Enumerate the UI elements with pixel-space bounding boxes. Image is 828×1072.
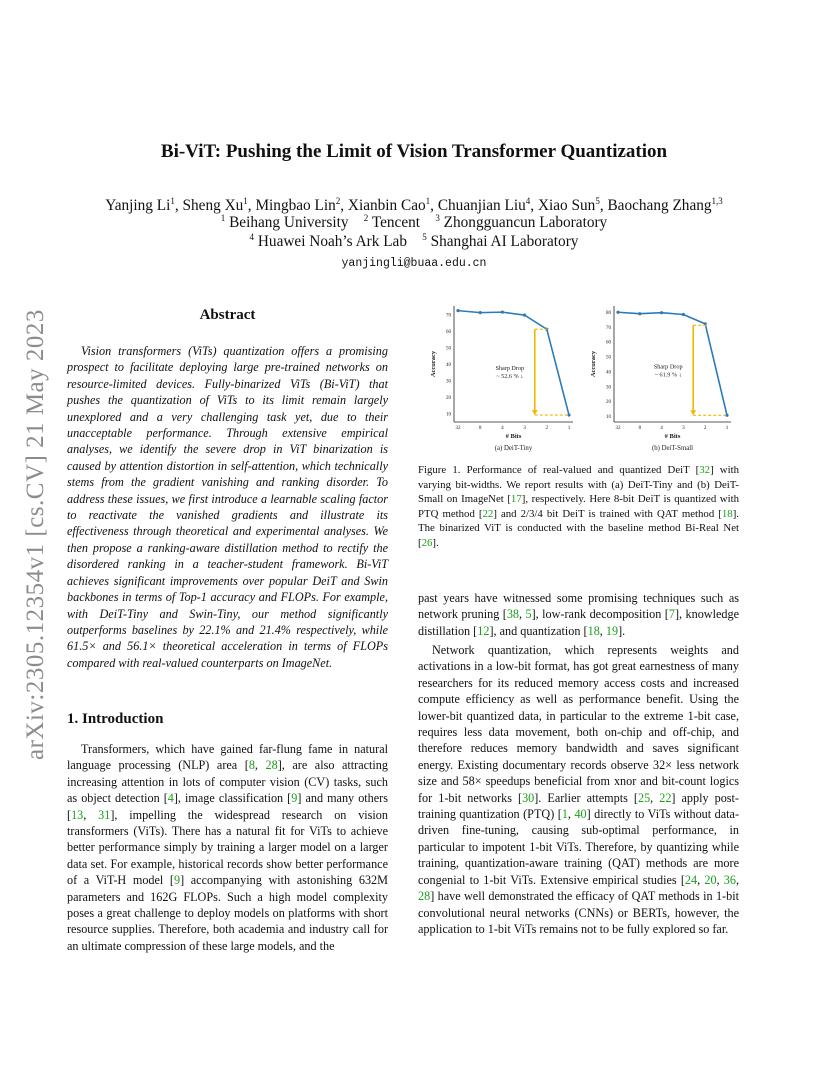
author-name: Xianbin Cao	[347, 197, 426, 214]
affiliation-marker: 3	[435, 213, 440, 223]
annotation-label: Sharp Drop	[495, 365, 525, 373]
y-tick-label: 50	[606, 355, 611, 361]
annotation-label: Sharp Drop	[653, 363, 683, 371]
affiliation-marker: 5	[422, 232, 427, 242]
subfigure-caption: (b) DeiT-Small	[651, 445, 694, 452]
citation-link[interactable]: 8	[248, 758, 255, 773]
x-tick-label: 1	[725, 425, 729, 431]
author-name: Baochang Zhang	[607, 197, 712, 214]
data-point	[638, 312, 641, 315]
affiliation-marker: 1	[243, 196, 248, 206]
data-point	[479, 311, 482, 314]
citation-link[interactable]: 28	[265, 758, 278, 773]
annotation-value: ~ 52.6 % ↓	[496, 373, 524, 381]
affiliation-name: Shanghai AI Laboratory	[426, 233, 579, 250]
citation-link[interactable]: 1	[561, 807, 568, 822]
paper-title: Bi-ViT: Pushing the Limit of Vision Transformer Quantization	[160, 141, 668, 162]
citation-link[interactable]: 7	[668, 607, 675, 622]
data-point	[616, 311, 619, 314]
citation-link[interactable]: 24	[684, 872, 698, 887]
author-list: Yanjing Li$^1$, Sheng Xu$^1$, Mingbao Lin$^2$, Xianbin Cao$^1$, Chuanjian Liu$^4$, Xiao Sun$^5$, Baochang Zhang$^{1,3}$	[105, 196, 723, 214]
right-paragraph-2: Network quantization, which represents weights and activations in a low-bit format, has got great earnestness of many researchers for its reduced memory access costs and increased compute efficiency as well as performance benefit. Using the lower-bit quantized data, in particular to the extreme 1-bit case, requires less data movement, both on-chip and off-chip, and therefore reduces memory bandwidth and saves significant energy. Existing documentary records observe 32× less network size and 58× speedups beneficial from xnor and bit-count logics for 1-bit networks [30]. Earlier attempts [25, 22] apply post-training quantization (PTQ) [1, 40] directly to ViTs without data-driven fine-tuning, causing sub-optimal performance, in particular to impotent 1-bit ViTs. Therefore, by quantizing while training, quantization-aware training (QAT) methods are more congenial to 1-bit ViTs. Extensive empirical studies [24, 20, 36, 28] have well demonstrated the efficacy of QAT methods in 1-bit convolutional neural networks (CNNs) or BERTs, however, the application to 1-bit ViTs remains not to be fully explored so far.	[418, 643, 740, 936]
citation-link[interactable]: 25	[637, 790, 651, 805]
affiliations-line-2	[0, 233, 828, 251]
x-tick-label: 2	[545, 425, 549, 431]
contact-email[interactable]: yanjingli@buaa.edu.cn	[341, 257, 487, 270]
data-point	[725, 414, 728, 417]
citation-link[interactable]: 28	[418, 889, 431, 904]
data-point	[523, 314, 526, 317]
figure-1	[418, 296, 739, 461]
citation-link[interactable]: 22	[482, 507, 494, 520]
data-point	[660, 311, 663, 314]
y-tick-label: 60	[446, 329, 451, 335]
x-tick-label: 3	[523, 425, 526, 431]
y-tick-label: 70	[606, 325, 611, 331]
citation-link[interactable]: 18	[721, 507, 733, 520]
intro-paragraph: Transformers, which have gained far-flung fame in natural language processing (NLP) area [8, 28], are also attracting increasing attention in lots of computer vision (CV) tasks, such as object detection [4], image classification [9] and many others [13, 31], impelling the widespread research on vision transformers (ViTs). There has a natural fit for ViTs to achieve better performance simply by training a larger model on a larger data set. For example, historical records show better performance of a ViT-H model [9] accompanying with astonishing 632M parameters and 162G FLOPs. Such a high model complexity poses a great challenge to deploy models on platforms with short resource supplies. Therefore, both academia and industry call for an ultimate compression of these large models, and the	[67, 742, 388, 953]
affiliation-name: Beihang University	[225, 214, 349, 231]
citation-link[interactable]: 12	[477, 623, 490, 638]
affiliation-marker: 1	[425, 196, 431, 206]
series-line	[458, 311, 569, 415]
affiliation-marker: 1	[220, 213, 226, 223]
y-tick-label: 10	[606, 415, 611, 421]
y-tick-label: 20	[606, 400, 611, 406]
drop-arrow-head	[532, 410, 538, 415]
y-tick-label: 50	[446, 346, 451, 352]
subfigure-caption: (a) DeiT-Tiny	[494, 445, 533, 452]
y-tick-label: 10	[446, 412, 451, 418]
affiliation-marker: 4	[249, 232, 255, 242]
x-tick-label: 4	[501, 425, 504, 431]
y-axis-label: Accuracy	[430, 350, 437, 378]
y-tick-label: 30	[606, 385, 611, 391]
affiliation-marker: 1	[170, 196, 175, 206]
abstract-text: Vision transformers (ViTs) quantization offers a promising prospect to facilitate deploying large pre-trained networks on resource-limited devices. Fully-binarized ViTs (Bi-ViT) that pushes the quantization of ViTs to its limit remain largely unexplored and a very challenging task yet, due to their unacceptable performance. Through extensive empirical analyses, we identify the severe drop in ViT binarization is caused by attention distortion in self-attention, which technically stems from the gradient vanishing and ranking disorder. To address these issues, we first introduce a learnable scaling factor to reactivate the vanished gradients and illustrate its effectiveness through theoretical and experimental analyses. We then propose a ranking-aware distillation method to rectify the disordered ranking in a teacher-student framework. Bi-ViT achieves significant improvements over popular DeiT and Swin backbones in terms of Top-1 accuracy and FLOPs. For example, with DeiT-Tiny and Swin-Tiny, our method significantly outperforms baselines by 22.1% and 21.4% respectively, while 61.5× and 56.1× theoretical acceleration in terms of FLOPs compared with real-valued counterparts on ImageNet.	[67, 344, 388, 670]
citation-link[interactable]: 20	[704, 872, 717, 887]
x-tick-label: 8	[478, 425, 482, 431]
drop-arrow-head	[690, 410, 696, 415]
annotation-value: ~ 61.9 % ↓	[654, 371, 682, 379]
author-name: Sheng Xu	[182, 197, 244, 214]
citation-link[interactable]: 36	[723, 872, 736, 887]
x-tick-label: 1	[567, 425, 571, 431]
data-point	[567, 413, 570, 416]
citation-link[interactable]: 22	[659, 790, 672, 805]
affiliation-name: Zhongguancun Laboratory	[439, 214, 608, 231]
affiliation-marker: 4	[525, 196, 531, 206]
y-tick-label: 40	[606, 370, 611, 376]
y-tick-label: 70	[446, 313, 451, 319]
citation-link[interactable]: 17	[510, 493, 522, 506]
data-point	[501, 311, 504, 314]
y-tick-label: 60	[606, 340, 611, 346]
data-point	[456, 309, 459, 312]
affiliation-marker: 2	[363, 213, 369, 223]
citation-link[interactable]: 9	[291, 791, 298, 806]
x-tick-label: 32	[615, 425, 621, 431]
x-tick-label: 2	[703, 425, 707, 431]
citation-link[interactable]: 9	[173, 873, 181, 888]
x-tick-label: 4	[660, 425, 663, 431]
author-name: Yanjing Li	[105, 197, 171, 214]
citation-link[interactable]: 38	[506, 607, 519, 622]
citation-link[interactable]: 5	[525, 607, 532, 622]
citation-link[interactable]: 31	[98, 807, 111, 822]
affiliation-marker: 1,3	[711, 196, 723, 206]
figure-1-charts	[418, 296, 739, 461]
y-axis-label: Accuracy	[590, 350, 597, 378]
affiliation-name: Huawei Noah’s Ark Lab	[254, 233, 407, 250]
data-point	[682, 313, 685, 316]
right-paragraph-1: past years have witnessed some promising techniques such as network pruning [38, 5], low-rank decomposition [7], knowledge distillation [12], and quantization [18, 19].	[418, 591, 739, 638]
y-tick-label: 30	[446, 379, 451, 385]
y-tick-label: 40	[446, 363, 451, 368]
x-tick-label: 3	[682, 425, 685, 431]
citation-link[interactable]: 4	[167, 791, 174, 806]
author-name: Xiao Sun	[537, 197, 596, 214]
x-tick-label: 32	[455, 425, 461, 431]
author-name: Mingbao Lin	[255, 197, 336, 214]
y-tick-label: 20	[446, 396, 451, 402]
citation-link[interactable]: 40	[574, 807, 587, 822]
affiliation-marker: 5	[595, 196, 600, 206]
citation-link[interactable]: 32	[699, 464, 711, 476]
affiliation-name: Tencent	[368, 214, 421, 231]
author-name: Chuanjian Liu	[437, 197, 526, 214]
citation-link[interactable]: 13	[71, 807, 84, 822]
citation-link[interactable]: 26	[421, 536, 433, 549]
x-axis-label: # Bits	[505, 433, 522, 440]
affiliation-marker: 2	[335, 196, 341, 206]
citation-link[interactable]: 19	[605, 623, 619, 638]
abstract-heading: Abstract	[199, 307, 256, 323]
arxiv-stamp: arXiv:2305.12354v1 [cs.CV] 21 May 2023	[22, 309, 49, 760]
x-tick-label: 8	[638, 425, 642, 431]
x-axis-label: # Bits	[664, 433, 681, 440]
citation-link[interactable]: 30	[522, 790, 535, 805]
affiliations-line-1	[0, 214, 828, 232]
figure-caption: Figure 1. Performance of real-valued and quantized DeiT [32] with varying bit-widths. We report results with (a) DeiT-Tiny and (b) DeiT-Small on ImageNet [17], respectively. Here 8-bit DeiT is quantized with PTQ method [22] and 2/3/4 bit DeiT is trained with QAT method [18]. The binarized ViT is conducted with the baseline method Bi-Real Net [26].	[418, 464, 740, 549]
section-heading-introduction: 1. Introduction	[67, 711, 164, 727]
y-tick-label: 80	[606, 310, 611, 316]
citation-link[interactable]: 18	[587, 623, 600, 638]
